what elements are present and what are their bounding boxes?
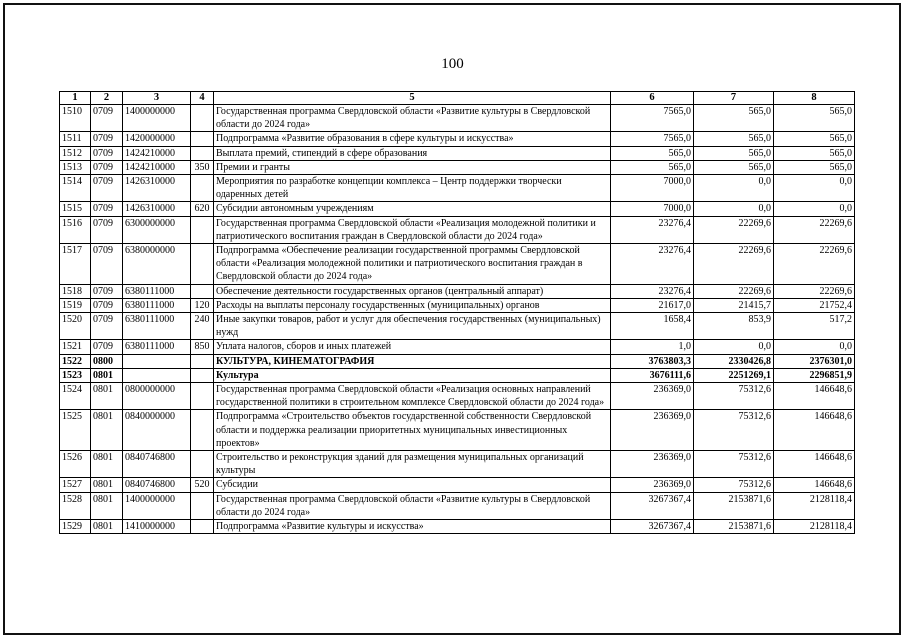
target-code-cell: 6380000000 [123, 244, 191, 285]
item-name-cell: Расходы на выплаты персоналу государственных (муниципальных) органов [214, 298, 611, 312]
amount-cell: 75312,6 [694, 478, 774, 492]
target-code-cell: 0800000000 [123, 383, 191, 410]
section-code-cell: 0709 [91, 146, 123, 160]
row-number-cell: 1524 [60, 383, 91, 410]
amount-cell: 2128118,4 [774, 492, 855, 519]
expense-type-cell [191, 105, 214, 132]
target-code-cell: 1424210000 [123, 160, 191, 174]
table-row [60, 520, 855, 534]
amount-cell: 146648,6 [774, 451, 855, 478]
target-code-cell: 1410000000 [123, 520, 191, 534]
target-code-cell: 6380111000 [123, 298, 191, 312]
expense-type-cell [191, 520, 214, 534]
expense-type-cell [191, 175, 214, 202]
section-code-cell: 0800 [91, 354, 123, 368]
row-number-cell: 1516 [60, 216, 91, 243]
amount-cell: 21752,4 [774, 298, 855, 312]
amount-cell: 1,0 [611, 340, 694, 354]
amount-cell: 236369,0 [611, 383, 694, 410]
header-row [60, 92, 855, 105]
table-row [60, 132, 855, 146]
amount-cell: 146648,6 [774, 410, 855, 451]
table-row [60, 410, 855, 451]
item-name-cell: Подпрограмма «Обеспечение реализации государственной программы Свердловской области «Реализация молодежной политики и патриотического воспитания граждан в Свердловской области до 2024 года» [214, 244, 611, 285]
section-code-cell: 0801 [91, 492, 123, 519]
amount-cell: 565,0 [611, 146, 694, 160]
target-code-cell: 0840746800 [123, 451, 191, 478]
header-cell: 7 [694, 92, 774, 105]
row-number-cell: 1519 [60, 298, 91, 312]
amount-cell: 23276,4 [611, 284, 694, 298]
amount-cell: 21415,7 [694, 298, 774, 312]
amount-cell: 23276,4 [611, 216, 694, 243]
section-code-cell: 0801 [91, 451, 123, 478]
section-code-cell: 0709 [91, 298, 123, 312]
item-name-cell: Субсидии автономным учреждениям [214, 202, 611, 216]
target-code-cell: 0840000000 [123, 410, 191, 451]
amount-cell: 2128118,4 [774, 520, 855, 534]
table-row [60, 368, 855, 382]
amount-cell: 236369,0 [611, 451, 694, 478]
expense-type-cell: 240 [191, 313, 214, 340]
amount-cell: 23276,4 [611, 244, 694, 285]
table-row [60, 451, 855, 478]
row-number-cell: 1517 [60, 244, 91, 285]
expense-type-cell [191, 216, 214, 243]
target-code-cell: 1426310000 [123, 202, 191, 216]
item-name-cell: Уплата налогов, сборов и иных платежей [214, 340, 611, 354]
section-code-cell: 0709 [91, 340, 123, 354]
amount-cell: 7000,0 [611, 175, 694, 202]
amount-cell: 75312,6 [694, 383, 774, 410]
table-row [60, 354, 855, 368]
row-number-cell: 1514 [60, 175, 91, 202]
section-code-cell: 0801 [91, 368, 123, 382]
expense-type-cell: 620 [191, 202, 214, 216]
section-code-cell: 0709 [91, 284, 123, 298]
budget-table [59, 91, 855, 534]
amount-cell: 146648,6 [774, 478, 855, 492]
amount-cell: 853,9 [694, 313, 774, 340]
amount-cell: 75312,6 [694, 410, 774, 451]
amount-cell: 565,0 [774, 132, 855, 146]
row-number-cell: 1512 [60, 146, 91, 160]
expense-type-cell [191, 146, 214, 160]
expense-type-cell [191, 354, 214, 368]
target-code-cell: 6380111000 [123, 284, 191, 298]
table-row [60, 478, 855, 492]
amount-cell: 0,0 [774, 175, 855, 202]
header-cell: 8 [774, 92, 855, 105]
amount-cell: 21617,0 [611, 298, 694, 312]
amount-cell: 565,0 [774, 105, 855, 132]
table-row [60, 383, 855, 410]
header-cell: 4 [191, 92, 214, 105]
target-code-cell: 1424210000 [123, 146, 191, 160]
section-code-cell: 0709 [91, 132, 123, 146]
expense-type-cell [191, 492, 214, 519]
expense-type-cell [191, 132, 214, 146]
expense-type-cell [191, 284, 214, 298]
target-code-cell: 6300000000 [123, 216, 191, 243]
amount-cell: 0,0 [694, 202, 774, 216]
target-code-cell: 6380111000 [123, 313, 191, 340]
header-cell: 2 [91, 92, 123, 105]
expense-type-cell [191, 383, 214, 410]
item-name-cell: КУЛЬТУРА, КИНЕМАТОГРАФИЯ [214, 354, 611, 368]
amount-cell: 565,0 [774, 160, 855, 174]
item-name-cell: Подпрограмма «Развитие образования в сфере культуры и искусства» [214, 132, 611, 146]
row-number-cell: 1522 [60, 354, 91, 368]
item-name-cell: Обеспечение деятельности государственных органов (центральный аппарат) [214, 284, 611, 298]
amount-cell: 565,0 [774, 146, 855, 160]
row-number-cell: 1510 [60, 105, 91, 132]
amount-cell: 22269,6 [774, 216, 855, 243]
amount-cell: 2153871,6 [694, 492, 774, 519]
target-code-cell: 0840746800 [123, 478, 191, 492]
row-number-cell: 1528 [60, 492, 91, 519]
amount-cell: 0,0 [774, 340, 855, 354]
amount-cell: 236369,0 [611, 478, 694, 492]
target-code-cell [123, 368, 191, 382]
table-row [60, 175, 855, 202]
table-row [60, 492, 855, 519]
expense-type-cell: 850 [191, 340, 214, 354]
amount-cell: 22269,6 [774, 284, 855, 298]
amount-cell: 75312,6 [694, 451, 774, 478]
amount-cell: 565,0 [694, 160, 774, 174]
expense-type-cell [191, 451, 214, 478]
item-name-cell: Подпрограмма «Строительство объектов государственной собственности Свердловской области и поддержка реализации приоритетных муниципальных инвестиционных проектов» [214, 410, 611, 451]
item-name-cell: Субсидии [214, 478, 611, 492]
row-number-cell: 1529 [60, 520, 91, 534]
item-name-cell: Мероприятия по разработке концепции комплекса – Центр поддержки творчески одаренных детей [214, 175, 611, 202]
target-code-cell: 1420000000 [123, 132, 191, 146]
section-code-cell: 0709 [91, 216, 123, 243]
item-name-cell: Государственная программа Свердловской области «Реализация основных направлений государственной политики в строительном комплексе Свердловской области до 2024 года» [214, 383, 611, 410]
row-number-cell: 1518 [60, 284, 91, 298]
amount-cell: 3267367,4 [611, 520, 694, 534]
header-cell: 1 [60, 92, 91, 105]
amount-cell: 1658,4 [611, 313, 694, 340]
row-number-cell: 1521 [60, 340, 91, 354]
expense-type-cell: 120 [191, 298, 214, 312]
section-code-cell: 0709 [91, 175, 123, 202]
amount-cell: 236369,0 [611, 410, 694, 451]
section-code-cell: 0709 [91, 313, 123, 340]
amount-cell: 7000,0 [611, 202, 694, 216]
amount-cell: 3267367,4 [611, 492, 694, 519]
item-name-cell: Государственная программа Свердловской области «Развитие культуры в Свердловской области до 2024 года» [214, 105, 611, 132]
table-row [60, 313, 855, 340]
item-name-cell: Иные закупки товаров, работ и услуг для обеспечения государственных (муниципальных) нужд [214, 313, 611, 340]
amount-cell: 565,0 [694, 146, 774, 160]
section-code-cell: 0709 [91, 202, 123, 216]
amount-cell: 565,0 [694, 105, 774, 132]
row-number-cell: 1526 [60, 451, 91, 478]
expense-type-cell: 520 [191, 478, 214, 492]
table-row [60, 298, 855, 312]
table-row [60, 284, 855, 298]
row-number-cell: 1527 [60, 478, 91, 492]
table-row [60, 146, 855, 160]
amount-cell: 146648,6 [774, 383, 855, 410]
row-number-cell: 1511 [60, 132, 91, 146]
amount-cell: 565,0 [694, 132, 774, 146]
item-name-cell: Подпрограмма «Развитие культуры и искусства» [214, 520, 611, 534]
amount-cell: 2376301,0 [774, 354, 855, 368]
target-code-cell: 6380111000 [123, 340, 191, 354]
amount-cell: 0,0 [774, 202, 855, 216]
header-cell: 6 [611, 92, 694, 105]
amount-cell: 7565,0 [611, 132, 694, 146]
item-name-cell: Культура [214, 368, 611, 382]
page-number: 100 [441, 56, 464, 72]
table-row [60, 244, 855, 285]
item-name-cell: Выплата премий, стипендий в сфере образования [214, 146, 611, 160]
section-code-cell: 0709 [91, 160, 123, 174]
amount-cell: 3763803,3 [611, 354, 694, 368]
expense-type-cell: 350 [191, 160, 214, 174]
table-row [60, 340, 855, 354]
expense-type-cell [191, 244, 214, 285]
amount-cell: 2153871,6 [694, 520, 774, 534]
amount-cell: 2251269,1 [694, 368, 774, 382]
section-code-cell: 0709 [91, 244, 123, 285]
amount-cell: 3676111,6 [611, 368, 694, 382]
expense-type-cell [191, 368, 214, 382]
row-number-cell: 1523 [60, 368, 91, 382]
table-row [60, 160, 855, 174]
item-name-cell: Государственная программа Свердловской области «Реализация молодежной политики и патриотического воспитания граждан в Свердловской области до 2024 года» [214, 216, 611, 243]
section-code-cell: 0801 [91, 410, 123, 451]
expense-type-cell [191, 410, 214, 451]
row-number-cell: 1525 [60, 410, 91, 451]
section-code-cell: 0801 [91, 383, 123, 410]
table-row [60, 105, 855, 132]
target-code-cell: 1400000000 [123, 105, 191, 132]
amount-cell: 22269,6 [694, 216, 774, 243]
amount-cell: 22269,6 [694, 244, 774, 285]
amount-cell: 2330426,8 [694, 354, 774, 368]
amount-cell: 517,2 [774, 313, 855, 340]
target-code-cell: 1426310000 [123, 175, 191, 202]
amount-cell: 0,0 [694, 340, 774, 354]
item-name-cell: Строительство и реконструкция зданий для размещения муниципальных организаций культуры [214, 451, 611, 478]
section-code-cell: 0801 [91, 520, 123, 534]
amount-cell: 2296851,9 [774, 368, 855, 382]
table-row [60, 216, 855, 243]
item-name-cell: Государственная программа Свердловской области «Развитие культуры в Свердловской области до 2024 года» [214, 492, 611, 519]
row-number-cell: 1520 [60, 313, 91, 340]
item-name-cell: Премии и гранты [214, 160, 611, 174]
header-cell: 3 [123, 92, 191, 105]
amount-cell: 0,0 [694, 175, 774, 202]
amount-cell: 22269,6 [774, 244, 855, 285]
section-code-cell: 0709 [91, 105, 123, 132]
amount-cell: 22269,6 [694, 284, 774, 298]
target-code-cell [123, 354, 191, 368]
target-code-cell: 1400000000 [123, 492, 191, 519]
row-number-cell: 1515 [60, 202, 91, 216]
section-code-cell: 0801 [91, 478, 123, 492]
row-number-cell: 1513 [60, 160, 91, 174]
amount-cell: 7565,0 [611, 105, 694, 132]
header-cell: 5 [214, 92, 611, 105]
table-row [60, 202, 855, 216]
amount-cell: 565,0 [611, 160, 694, 174]
